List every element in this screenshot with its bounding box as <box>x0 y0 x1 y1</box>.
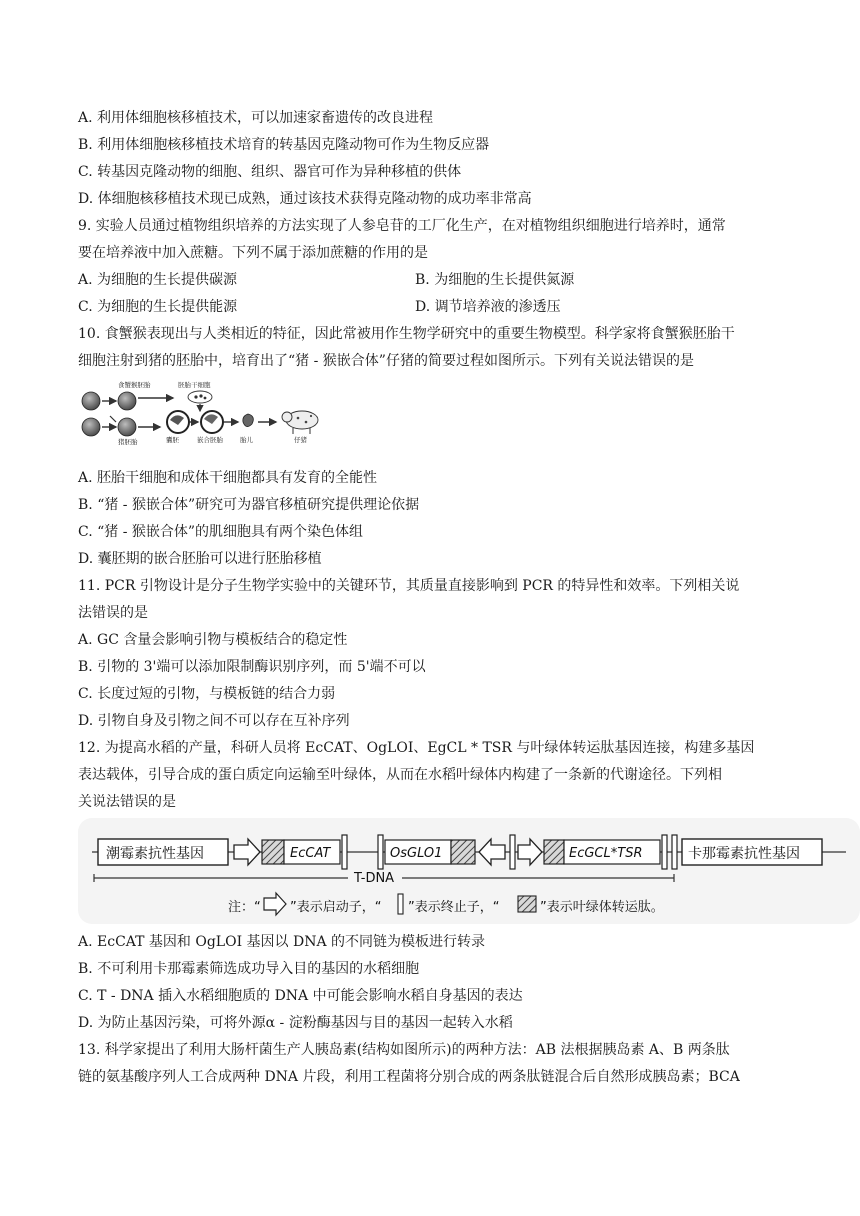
legend-note-terminator: ”表示终止子，“ <box>408 900 500 915</box>
tdna-construct-figure <box>78 818 860 924</box>
terminator-icon <box>662 835 667 869</box>
q12-stem-line1: 12. 为提高水稻的产量，科研人员将 EcCAT、OgLOI、EgCL * TSR 与叶绿体转运肽基因连接，构建多基因 <box>78 740 755 756</box>
q10-option-c: C. “猪 - 猴嵌合体”的肌细胞具有两个染色体组 <box>78 524 364 540</box>
q8-option-c: C. 转基因克隆动物的细胞、组织、器官可作为异种移植的供体 <box>78 164 462 180</box>
q10-option-d: D. 囊胚期的嵌合胚胎可以进行胚胎移植 <box>78 551 322 567</box>
q9-stem-line1: 9. 实验人员通过植物组织培养的方法实现了人参皂苷的工厂化生产，在对植物组织细胞进行培养时，通常 <box>78 218 726 234</box>
chimera-process-figure <box>80 380 330 446</box>
q9-option-a: A. 为细胞的生长提供碳源 <box>78 272 238 288</box>
label-es-cell: 胚胎干细胞 <box>178 381 211 389</box>
legend-note-prefix: 注：“ <box>228 900 261 915</box>
transit-peptide-icon <box>544 840 564 864</box>
legend-note-transit: ”表示叶绿体转运肽。 <box>540 900 664 915</box>
q13-stem-line2: 链的氨基酸序列人工合成两种 DNA 片段，利用工程菌将分别合成的两条肽链混合后自然形成胰岛素；BCA <box>78 1069 740 1085</box>
hygromycin-gene-label: 潮霉素抗性基因 <box>106 846 204 862</box>
ec-cat-label: EcCAT <box>290 846 331 861</box>
q12-option-d: D. 为防止基因污染，可将外源α - 淀粉酶基因与目的基因一起转入水稻 <box>78 1015 513 1031</box>
q13-stem-line1: 13. 科学家提出了利用大肠杆菌生产人胰岛素(结构如图所示)的两种方法：AB 法根据胰岛素 A、B 两条肽 <box>78 1042 730 1058</box>
q12-option-c: C. T - DNA 插入水稻细胞质的 DNA 中可能会影响水稻自身基因的表达 <box>78 988 523 1004</box>
q9-stem-line2: 要在培养液中加入蔗糖。下列不属于添加蔗糖的作用的是 <box>78 245 428 261</box>
q8-option-a: A. 利用体细胞核移植技术，可以加速家畜遗传的改良进程 <box>78 110 434 126</box>
kanamycin-gene-label: 卡那霉素抗性基因 <box>688 846 800 862</box>
q10-option-a: A. 胚胎干细胞和成体干细胞都具有发育的全能性 <box>78 470 378 486</box>
transit-peptide-icon <box>451 840 475 864</box>
fetus-icon <box>243 414 253 427</box>
q12-stem-line2: 表达载体，引导合成的蛋白质定向运输至叶绿体，从而在水稻叶绿体内构建了一条新的代谢途径。下列相 <box>78 767 722 783</box>
terminator-icon <box>378 835 383 869</box>
q9-option-c: C. 为细胞的生长提供能源 <box>78 299 238 315</box>
q10-stem-line1: 10. 食蟹猴表现出与人类相近的特征，因此常被用作生物学研究中的重要生物模型。科学家将食蟹猴胚胎干 <box>78 326 735 342</box>
monkey-embryo-icon <box>118 392 136 410</box>
label-pig-embryo: 猪胚胎 <box>118 438 138 446</box>
q8-option-d: D. 体细胞核移植技术现已成熟，通过该技术获得克隆动物的成功率非常高 <box>78 191 532 207</box>
q11-stem-line1: 11. PCR 引物设计是分子生物学实验中的关键环节，其质量直接影响到 PCR 的特异性和效率。下列相关说 <box>78 578 740 594</box>
transit-peptide-icon <box>262 840 284 864</box>
label-blastocyst: 囊胚 <box>166 436 179 444</box>
label-chimeric-embryo: 嵌合胚胎 <box>197 436 223 444</box>
q9-option-b: B. 为细胞的生长提供氮源 <box>415 272 575 288</box>
terminator-icon <box>510 835 515 869</box>
legend-terminator-icon <box>398 894 403 914</box>
legend-transit-peptide-icon <box>518 896 536 912</box>
monkey-egg-icon <box>82 392 100 410</box>
q12-option-b: B. 不可利用卡那霉素筛选成功导入目的基因的水稻细胞 <box>78 961 420 977</box>
pig-embryo-icon <box>118 418 136 436</box>
ec-gcl-tsr-label: EcGCL*TSR <box>569 846 643 861</box>
pig-egg-icon <box>82 418 100 436</box>
legend-note-promoter: ”表示启动子，“ <box>290 900 382 915</box>
label-fetus: 胎儿 <box>240 436 253 444</box>
q11-option-c: C. 长度过短的引物，与模板链的结合力弱 <box>78 686 336 702</box>
terminator-icon <box>672 835 677 869</box>
q9-option-d: D. 调节培养液的渗透压 <box>415 299 561 315</box>
label-piglet: 仔猪 <box>294 436 307 444</box>
q11-option-d: D. 引物自身及引物之间不可以存在互补序列 <box>78 713 350 729</box>
q10-option-b: B. “猪 - 猴嵌合体”研究可为器官移植研究提供理论依据 <box>78 497 420 513</box>
terminator-icon <box>342 835 347 869</box>
piglet-icon <box>282 411 318 434</box>
label-monkey-embryo: 食蟹猴胚胎 <box>118 381 151 389</box>
q12-option-a: A. EcCAT 基因和 OgLOI 基因以 DNA 的不同链为模板进行转录 <box>78 934 486 950</box>
q11-option-a: A. GC 含量会影响引物与模板结合的稳定性 <box>78 632 348 648</box>
tdna-label: T-DNA <box>354 871 395 886</box>
q12-stem-line3: 关说法错误的是 <box>78 794 176 810</box>
q10-stem-line2: 细胞注射到猪的胚胎中，培育出了“猪 - 猴嵌合体”仔猪的简要过程如图所示。下列有关说法错误的是 <box>78 353 694 369</box>
q11-stem-line2: 法错误的是 <box>78 605 148 621</box>
q11-option-b: B. 引物的 3'端可以添加限制酶识别序列，而 5'端不可以 <box>78 659 426 675</box>
q8-option-b: B. 利用体细胞核移植技术培育的转基因克隆动物可作为生物反应器 <box>78 137 490 153</box>
os-glo1-label: OsGLO1 <box>390 846 443 861</box>
